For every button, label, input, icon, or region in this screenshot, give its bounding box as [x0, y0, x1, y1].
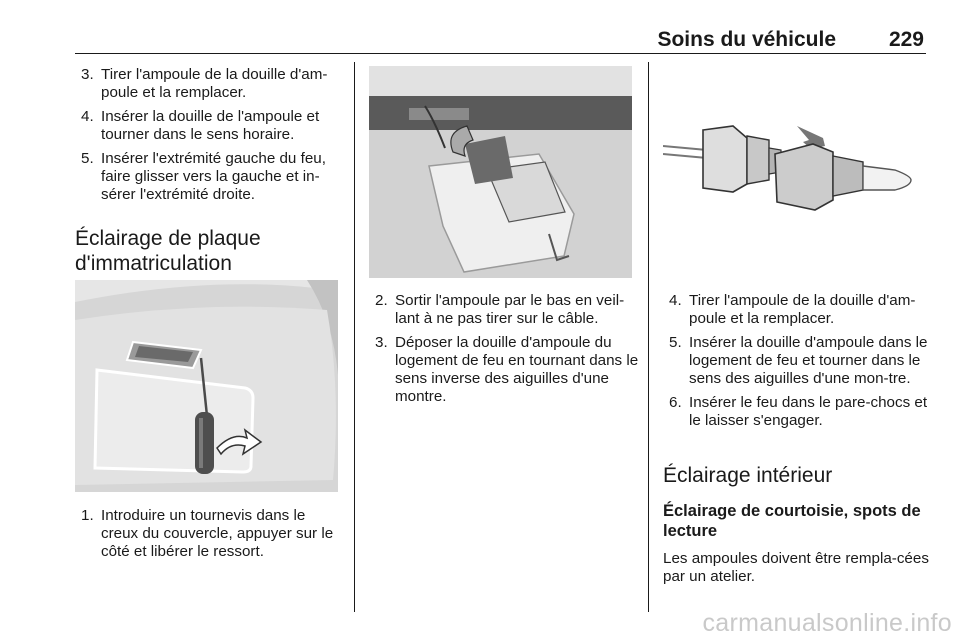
- heading-license-plate-lighting: Éclairage de plaque d'immatriculation: [75, 227, 261, 275]
- list-item: 6. Insérer le feu dans le pare-chocs et le laisser s'engager.: [669, 394, 928, 429]
- steps-list-col1-bottom: [75, 507, 345, 567]
- list-item: 4. Tirer l'ampoule de la douille d'am-poule et la remplacer.: [669, 292, 916, 327]
- column-divider-2: [648, 62, 649, 612]
- heading-interior-lighting: Éclairage intérieur: [663, 464, 833, 487]
- list-item: 5. Insérer l'extrémité gauche du feu, faire glisser vers la gauche et in-sérer l'extrémité droite.: [81, 150, 326, 203]
- figure-bulb-removal: [369, 66, 632, 278]
- watermark: carmanualsonline.info: [702, 609, 952, 637]
- page-number: 229: [888, 28, 924, 51]
- list-item: 4. Insérer la douille de l'ampoule et tourner dans le sens horaire.: [81, 108, 320, 143]
- figure-bulb-socket: [663, 66, 926, 278]
- steps-list-col2: [369, 292, 639, 412]
- list-item: 3. Tirer l'ampoule de la douille d'am-poule et la remplacer.: [81, 66, 328, 101]
- list-item: 1. Introduire un tournevis dans le creux du couvercle, appuyer sur le côté et libérer le ressort.: [81, 507, 334, 560]
- subheading-courtesy-lights: Éclairage de courtoisie, spots de lecture: [663, 502, 921, 540]
- list-item: 2. Sortir l'ampoule par le bas en veil-lant à ne pas tirer sur le câble.: [375, 292, 625, 327]
- column-divider-1: [354, 62, 355, 612]
- section-title: Soins du véhicule: [657, 28, 836, 51]
- page-header: [75, 28, 926, 54]
- steps-list-col3: [663, 292, 933, 436]
- list-item: 5. Insérer la douille d'ampoule dans le logement de feu et tourner dans le sens des aiguilles d'une mon-tre.: [669, 334, 928, 387]
- list-item: 3. Déposer la douille d'ampoule du logement de feu en tournant dans le sens inverse des aiguilles d'une montre.: [375, 334, 639, 405]
- paragraph-bulbs-workshop: Les ampoules doivent être rempla-cées par un atelier.: [663, 550, 929, 585]
- figure-license-plate-screwdriver: [75, 280, 338, 492]
- steps-list-col1-top: [75, 66, 345, 210]
